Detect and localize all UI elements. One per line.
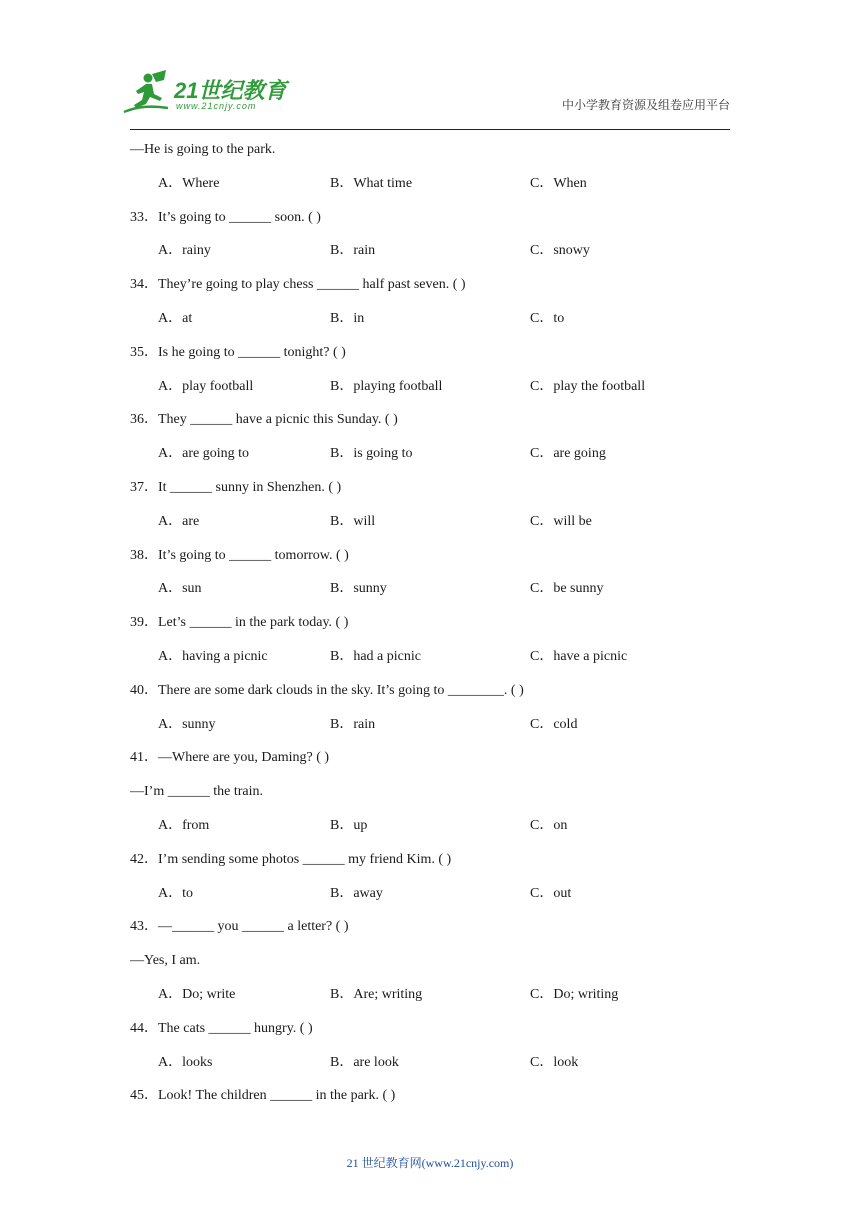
header-divider [130, 129, 730, 130]
answer-options [0, 310, 860, 328]
option-c[interactable]: C．have a picnic [530, 649, 628, 664]
question-text: 38．It’s going to ______ tomorrow. ( ) [130, 548, 349, 563]
option-c[interactable]: C．on [530, 818, 568, 833]
option-c[interactable]: C．are going [530, 446, 606, 461]
option-a[interactable]: A．at [158, 311, 193, 326]
answer-options [0, 513, 860, 531]
question-text: —He is going to the park. [130, 142, 276, 157]
option-c[interactable]: C．play the football [530, 379, 646, 394]
option-c[interactable]: C．to [530, 311, 565, 326]
logo-url: www.21cnjy.com [176, 101, 257, 111]
answer-options [0, 817, 860, 835]
option-b[interactable]: B．up [330, 818, 368, 833]
option-c[interactable]: C．out [530, 886, 572, 901]
question-text: 36．They ______ have a picnic this Sunday. ( ) [130, 412, 398, 427]
platform-tagline: 中小学教育资源及组卷应用平台 [561, 98, 730, 112]
option-a[interactable]: A．sun [158, 581, 202, 596]
option-b[interactable]: B．rain [330, 717, 376, 732]
option-b[interactable]: B．had a picnic [330, 649, 421, 664]
question-text: 39．Let’s ______ in the park today. ( ) [130, 615, 349, 630]
question-text: 41．—Where are you, Daming? ( ) [130, 750, 330, 765]
question-text: 42．I’m sending some photos ______ my friend Kim. ( ) [130, 852, 452, 867]
option-b[interactable]: B．is going to [330, 446, 413, 461]
site-logo[interactable] [122, 68, 292, 116]
option-b[interactable]: B．will [330, 514, 376, 529]
option-c[interactable]: C．will be [530, 514, 592, 529]
question-text: 35．Is he going to ______ tonight? ( ) [130, 345, 346, 360]
question-text: —I’m ______ the train. [130, 784, 263, 799]
option-c[interactable]: C．look [530, 1055, 579, 1070]
page-footer[interactable]: 21 世纪教育网(www.21cnjy.com) [346, 1156, 514, 1170]
option-a[interactable]: A．from [158, 818, 210, 833]
option-b[interactable]: B．away [330, 886, 383, 901]
option-c[interactable]: C．When [530, 176, 587, 191]
option-a[interactable]: A．sunny [158, 717, 216, 732]
question-text: —Yes, I am. [130, 953, 201, 968]
question-text: 37．It ______ sunny in Shenzhen. ( ) [130, 480, 342, 495]
page-header [0, 0, 860, 132]
question-text: 40．There are some dark clouds in the sky. It’s going to ________. ( ) [130, 683, 524, 698]
answer-options [0, 986, 860, 1004]
option-a[interactable]: A．having a picnic [158, 649, 268, 664]
option-a[interactable]: A．Where [158, 176, 220, 191]
question-text: 45．Look! The children ______ in the park. ( ) [130, 1088, 396, 1103]
answer-options [0, 378, 860, 396]
answer-options [0, 885, 860, 903]
option-b[interactable]: B．rain [330, 243, 376, 258]
option-b[interactable]: B．are look [330, 1055, 399, 1070]
option-c[interactable]: C．Do; writing [530, 987, 619, 1002]
answer-options [0, 175, 860, 193]
option-a[interactable]: A．Do; write [158, 987, 236, 1002]
option-b[interactable]: B．playing football [330, 379, 443, 394]
option-c[interactable]: C．cold [530, 717, 578, 732]
option-a[interactable]: A．play football [158, 379, 254, 394]
runner-logo-icon [122, 68, 176, 116]
option-c[interactable]: C．snowy [530, 243, 590, 258]
option-a[interactable]: A．are [158, 514, 200, 529]
answer-options [0, 580, 860, 598]
question-text: 33．It’s going to ______ soon. ( ) [130, 210, 321, 225]
answer-options [0, 242, 860, 260]
answer-options [0, 648, 860, 666]
option-b[interactable]: B．What time [330, 176, 413, 191]
option-a[interactable]: A．looks [158, 1055, 213, 1070]
answer-options [0, 716, 860, 734]
option-b[interactable]: B．Are; writing [330, 987, 423, 1002]
answer-options [0, 1054, 860, 1072]
question-text: 44．The cats ______ hungry. ( ) [130, 1021, 313, 1036]
logo-wordmark: 21世纪教育 [174, 78, 287, 103]
option-a[interactable]: A．are going to [158, 446, 249, 461]
option-a[interactable]: A．rainy [158, 243, 211, 258]
option-a[interactable]: A．to [158, 886, 193, 901]
option-b[interactable]: B．in [330, 311, 365, 326]
option-b[interactable]: B．sunny [330, 581, 387, 596]
option-c[interactable]: C．be sunny [530, 581, 604, 596]
question-text: 43．—______ you ______ a letter? ( ) [130, 919, 349, 934]
answer-options [0, 445, 860, 463]
question-text: 34．They’re going to play chess ______ half past seven. ( ) [130, 277, 466, 292]
